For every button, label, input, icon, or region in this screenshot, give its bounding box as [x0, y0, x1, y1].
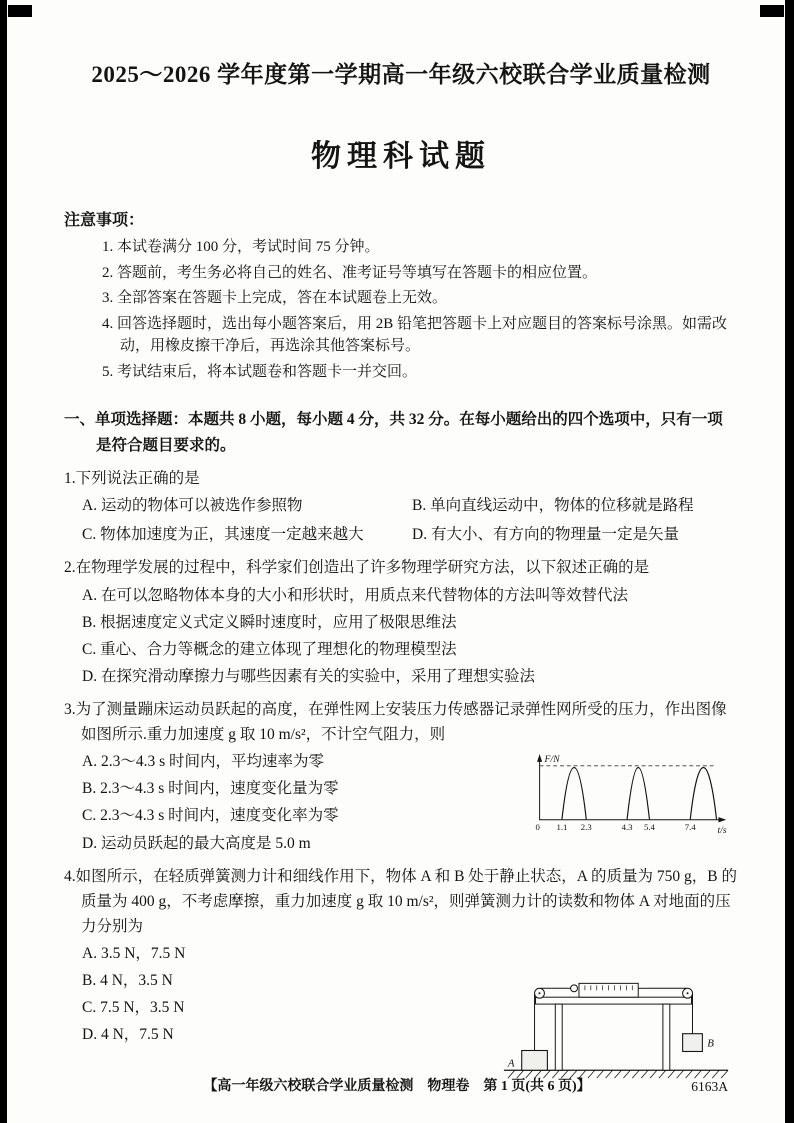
pulse-3	[690, 768, 716, 820]
question-stem: 3.为了测量蹦床运动员跃起的高度，在弹性网上安装压力传感器记录弹性网所受的压力，作出图像如图所示.重力加速度 g 取 10 m/s²，不计空气阻力，则	[64, 701, 727, 744]
tick-label: 1.1	[556, 822, 568, 833]
y-axis-label: F/N	[544, 754, 560, 766]
section-one-heading: 一、单项选择题：本题共 8 小题，每小题 4 分，共 32 分。在每小题给出的四个选项中，只有一项是符合题目要求的。	[64, 411, 723, 454]
y-axis-arrow	[537, 754, 542, 762]
option-b: B. 2.3～4.3 s 时间内，速度变化量为零	[82, 780, 339, 798]
question-options	[64, 491, 738, 547]
tick-label: 4.3	[621, 822, 633, 833]
scan-edge-left	[0, 0, 7, 1123]
option-d: D. 有大小、有方向的物理量一定是矢量	[412, 526, 679, 544]
force-time-graph	[526, 749, 734, 839]
option-d: D. 4 N，7.5 N	[82, 1026, 174, 1044]
question-4	[64, 864, 738, 1084]
registration-mark-top-left	[8, 5, 32, 17]
page-footer: 【高一年级六校联合学业质量检测 物理卷 第 1 页(共 6 页)】	[203, 1079, 591, 1094]
exam-subtitle: 物理科试题	[311, 140, 491, 173]
question-1	[64, 466, 738, 547]
notes-heading: 注意事项：	[64, 212, 145, 229]
question-2	[64, 555, 738, 689]
option-a: A. 运动的物体可以被选作参照物	[82, 497, 303, 515]
block-a	[522, 1050, 548, 1070]
option-d: D. 运动员跃起的最大高度是 5.0 m	[82, 834, 311, 852]
table-top	[536, 997, 692, 1004]
option-c: C. 重心、合力等概念的建立体现了理想化的物理模型法	[82, 640, 457, 658]
tick-label: 7.4	[684, 822, 696, 833]
note-item: 5. 考试结束后，将本试题卷和答题卡一并交回。	[102, 363, 418, 380]
question-stem: 1.下列说法正确的是	[64, 470, 200, 488]
x-axis-label: t/s	[717, 825, 727, 837]
option-d: D. 在探究滑动摩擦力与哪些因素有关的实验中，采用了理想实验法	[82, 667, 535, 685]
registration-mark-top-right	[760, 5, 784, 17]
option-b: B. 根据速度定义式定义瞬时速度时，应用了极限思维法	[82, 613, 457, 631]
table-leg-right	[663, 1004, 670, 1070]
pulse-2	[627, 768, 649, 820]
page-content	[64, 56, 738, 1084]
note-item: 3. 全部答案在答题卡上完成，答在本试题卷上无效。	[102, 290, 448, 306]
tick-label: 5.4	[643, 822, 655, 833]
exam-title: 2025～2026 学年度第一学期高一年级六校联合学业质量检测	[91, 62, 711, 87]
tick-label: 0	[535, 822, 540, 833]
note-item: 4. 回答选择题时，选出每小题答案后，用 2B 铅笔把答题卡上对应题目的答案标号涂黑。如需改动，用橡皮擦干净后，再选涂其他答案标号。	[102, 315, 728, 354]
note-item: 2. 答题前，考生务必将自己的姓名、准考证号等填写在答题卡的相应位置。	[102, 264, 598, 281]
exam-notes	[64, 209, 738, 383]
spring-scale-table-diagram	[500, 939, 732, 1084]
tick-label: 2.3	[580, 822, 592, 833]
force-time-graph-svg	[526, 749, 734, 839]
question-stem: 4.如图所示，在轻质弹簧测力计和细线作用下，物体 A 和 B 处于静止状态，A 的质量为 750 g，B 的质量为 400 g，不考虑摩擦，重力加速度 g 取 10 m/s²，则弹簧测力计的读数和物体 A 对地面的压力分别为	[64, 867, 737, 935]
option-c: C. 物体加速度为正，其速度一定越来越大	[82, 526, 364, 544]
option-c: C. 2.3～4.3 s 时间内，速度变化率为零	[82, 807, 339, 825]
option-b: B. 4 N，3.5 N	[82, 972, 173, 990]
option-a: A. 2.3～4.3 s 时间内，平均速率为零	[82, 753, 324, 771]
pulse-1	[562, 768, 586, 820]
question-stem: 2.在物理学发展的过程中，科学家们创造出了许多物理学研究方法，以下叙述正确的是	[64, 559, 650, 577]
question-options	[64, 939, 500, 1047]
pulley-left-axle	[539, 992, 541, 994]
note-item: 1. 本试卷满分 100 分，考试时间 75 分钟。	[102, 239, 380, 255]
option-c: C. 7.5 N，3.5 N	[82, 999, 185, 1017]
spring-scale-ring	[571, 985, 578, 992]
question-3	[64, 697, 738, 856]
question-options	[64, 747, 526, 855]
option-a: A. 在可以忽略物体本身的大小和形状时，用质点来代替物体的方法叫等效替代法	[82, 586, 628, 604]
table-leg-left	[555, 1004, 562, 1070]
block-b-label: B	[707, 1037, 714, 1050]
scan-edge-right	[785, 0, 794, 1123]
question-options	[64, 583, 738, 689]
block-a-label: A	[507, 1057, 515, 1070]
option-b: B. 单向直线运动中，物体的位移就是路程	[412, 497, 694, 515]
block-b	[683, 1034, 703, 1052]
spring-scale-table-diagram-svg	[500, 939, 732, 1084]
paper-code: 6163A	[691, 1079, 728, 1094]
x-axis-arrow	[718, 817, 726, 822]
pulley-right-axle	[687, 992, 689, 994]
option-a: A. 3.5 N，7.5 N	[82, 944, 186, 962]
